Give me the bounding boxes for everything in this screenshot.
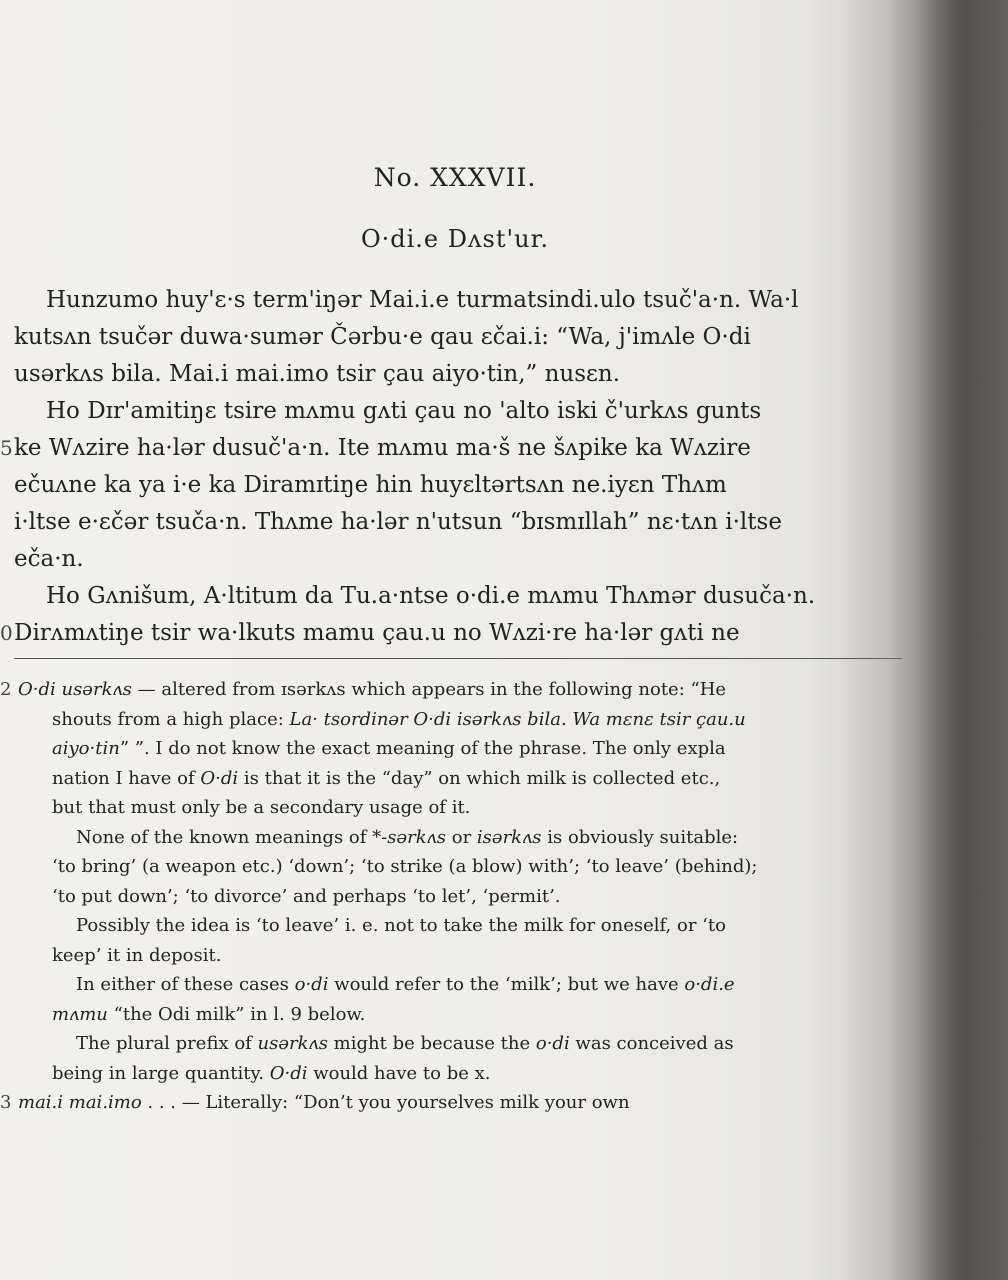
note-text: would refer to the ‘milk’; but we have: [328, 974, 685, 995]
note-text: is that it is the “day” on which milk is collected etc.,: [238, 767, 721, 789]
note-line-12: [0, 1000, 900, 1030]
note-text: might be because the: [327, 1033, 536, 1054]
text-title: O·di.e Dʌst'ur.: [360, 225, 550, 253]
text-line-8: eča·n.: [14, 546, 84, 572]
note-line-6: [0, 823, 900, 853]
note-text: would have to be x.: [307, 1062, 491, 1084]
note-italic: La· tsordinər O·di isərkʌs bila. Wa mɛnɛ tsir çau.u: [289, 708, 746, 730]
note-text: is obviously suitable:: [541, 826, 739, 848]
note-text: . . . — Literally: “Don’t you yourselves milk your own: [141, 1092, 630, 1113]
note-text: nation I have of: [52, 767, 201, 789]
text-line-7: i·ltse e·ɛčər tsuča·n. Thʌme ha·lər n'utsun “bɪsmɪllah” nɛ·tʌn i·ltse: [14, 509, 782, 535]
note-italic: o·di: [535, 1033, 570, 1054]
note-italic: o·di: [294, 974, 329, 995]
note-italic: aiyo·tin: [52, 738, 120, 759]
note-line-13: [0, 1029, 900, 1059]
note-text: None of the known meanings of: [76, 826, 373, 848]
line-number-5: 5: [0, 436, 13, 460]
note-line-2: [0, 705, 900, 735]
text-line-1: Hunzumo huy'ɛ·s term'iŋər Mai.i.e turmatsindi.ulo tsuč'a·n. Wa·l: [46, 287, 799, 313]
note-term: mai.i mai.imo: [18, 1092, 142, 1113]
note-italic: O·di: [269, 1062, 308, 1084]
note-line-4: [0, 764, 900, 794]
note-italic: usərkʌs: [257, 1033, 328, 1054]
note-line-10: keep’ it in deposit.: [52, 944, 222, 966]
note-text: — altered from ɪsərkʌs which appears in the following note: “He: [131, 679, 727, 700]
note-line-11: [0, 970, 900, 1000]
note-text: or: [446, 826, 477, 848]
text-line-10-content: Dirʌmʌtiŋe tsir wa·lkuts mamu çau.u no Wʌzi·re ha·lər gʌti ne: [14, 620, 740, 646]
note-line-5: but that must only be a secondary usage of it.: [52, 797, 471, 818]
note-italic: O·di: [200, 767, 239, 789]
note-italic: mʌmu: [52, 1003, 108, 1025]
text-line-10: [0, 615, 904, 652]
note-italic: *-sərkʌs: [372, 826, 447, 848]
note-italic: isərkʌs: [476, 826, 542, 848]
text-line-3: usərkʌs bila. Mai.i mai.imo tsir çau aiyo·tin,” nusɛn.: [14, 361, 621, 387]
note-line-14: [0, 1059, 900, 1089]
text-line-9: Ho Gʌnišum, A·ltitum da Tu.a·ntse o·di.e mʌmu Thʌmər dusuča·n.: [46, 583, 816, 609]
text-number-heading: No. XXXVII.: [373, 163, 537, 192]
text-line-6: ečuʌne ka ya i·e ka Diramɪtiŋe hin huyɛltərtsʌn ne.iyɛn Thʌm: [14, 472, 727, 498]
footnotes: [0, 675, 900, 1118]
main-text: [0, 282, 904, 652]
note-italic: o·di.e: [684, 974, 735, 995]
note-text: was conceived as: [569, 1033, 734, 1054]
note-text: shouts from a high place:: [52, 708, 290, 730]
text-line-2: kutsʌn tsučər duwa·sumər Čərbu·e qau ɛčai.i: “Wa, j'imʌle O·di: [14, 324, 751, 350]
text-line-5-content: ke Wʌzire ha·lər dusuč'a·n. Ite mʌmu ma·š ne šʌpike ka Wʌzire: [14, 435, 751, 461]
note-line-9: Possibly the idea is ‘to leave’ i. e. not to take the milk for oneself, or ‘to: [76, 915, 726, 936]
note-text: In either of these cases: [76, 974, 295, 995]
note-line-15: [0, 1088, 900, 1118]
note-text: The plural prefix of: [76, 1033, 258, 1054]
note-line-7: ‘to bring’ (a weapon etc.) ‘down’; ‘to strike (a blow) with’; ‘to leave’ (behind);: [52, 856, 758, 877]
line-number-10: 0: [0, 621, 13, 645]
note-ref-3: 3: [0, 1092, 12, 1113]
text-line-4: Ho Dɪr'amitiŋɛ tsire mʌmu gʌti çau no 'alto iski č'urkʌs gunts: [46, 398, 762, 424]
note-text: “the Odi milk” in l. 9 below.: [107, 1003, 366, 1025]
note-term: O·di usərkʌs: [18, 679, 132, 700]
note-line-1: [0, 675, 900, 705]
note-line-8: ‘to put down’; ‘to divorce’ and perhaps ‘to let’, ‘permit’.: [52, 885, 561, 907]
text-line-5: [0, 430, 904, 467]
note-text: being in large quantity.: [52, 1062, 270, 1084]
note-text: ” ”. I do not know the exact meaning of the phrase. The only expla: [119, 738, 726, 759]
note-line-3: [0, 734, 900, 764]
footnote-divider: [14, 658, 902, 659]
note-ref-2: 2: [0, 679, 12, 700]
